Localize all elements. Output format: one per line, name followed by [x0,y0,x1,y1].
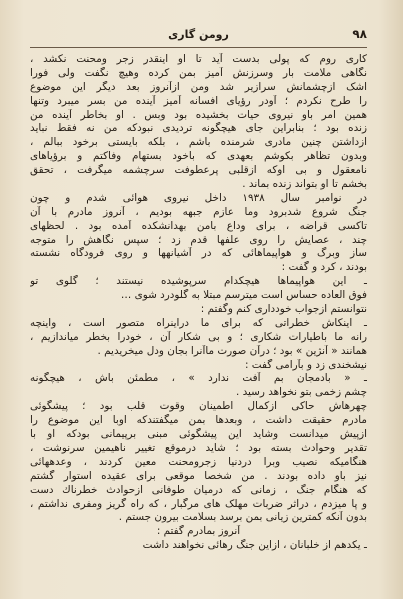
text-line: و پا میزدم ، دراثر ضربات مهلک های مرگبار ، که راه گریز ومفری نداشتم ، [30,497,367,510]
text-line: چند ، عصایش را روی علفها قدم زد ؛ سپس نگاهش را متوجه [30,233,367,246]
text-line: بخشم تا او بتواند زنده بماند . [242,178,367,191]
text-line: ساز وبرگ و هواپیماهائی که در آشیانهها و روی فرودگاه نشسته [30,247,367,260]
text-line: جنگ شروع شدبرود وما عازم جبهه بودیم ، آنروز مادرم با آن [30,205,367,218]
text-line: همین امر باو نیروی حیات بخشیده بود وبس . او بخاطر آینده من [30,108,367,121]
text-line: ازپیش میدانست وشاید این پیشگوئی مبنی برپیمانی بودکه او با [30,428,367,441]
text-line: ـ اینکاش خطراتی که برای ما دراینراه متصور است ، واینچه [30,316,367,329]
text-line: نیز باو داده بودند . من شخصا موقعی برای عقیده استوار گشتم [30,469,367,482]
text-line: همانند « آنژین » بود ؛ درآن صورت ماآنرا بجان ودل میخریدیم . [97,344,367,357]
text-line: رانه ما باطیارات شکاری ؛ و بی شکار آن ، خودرا بخطر میاندازیم ، [30,330,367,343]
running-title: رومن گاری [168,28,229,41]
text-line: نامعقول و بی اوکه ازقلبی پرعطوفت سرچشمه میگرفت ، تحقق [30,164,367,177]
text-line: ـ یکدهم از خلبانان ، ازاین جنگ رهائی نخواهند داشت [142,539,367,552]
text-line: وبدون تظاهر بکوشم بعهدی که باخود بستهام وفاکتم و برؤیاهای [30,150,367,163]
text-line: چهرهاش حاکی ازکمال اطمینان وقوت قلب بود ؛ پیشگوئی [30,400,367,413]
text-line: نتوانستم ازجواب خودداری کنم وگفتم : [200,303,367,316]
text-line: چشم زخمی بتو نخواهد رسید . [235,386,367,399]
text-line: در نوامبر سال ۱۹۳۸ داخل نیروی هوائی شدم و چون [30,191,367,204]
text-line: بدون آنکه کمترین زیانی بمن برسد بسلامت بیرون جستم . [118,511,367,524]
text-line: فوق العاده حساس است میترسم مبتلا به گلودرد شوی … [120,289,367,302]
text-line: ـ « بادمجان بم آفت ندارد » ، مطمئن باش ، هیچگونه [30,372,367,385]
page-header [30,27,367,45]
text-line: کاری روم که پولی بدست آید تا او اینقدر زجر ومحنت نکشد ، [30,53,367,65]
text-line: بودند ، کرد و گفت : [281,261,367,274]
text-line: تاکسی قراضه ، برای وداع بامن بهدانشکده آمده بود . لحظهای [30,219,367,232]
text-line: ازداشتن چنین مادری شرمنده باشم ، بلکه بایستی برخود ببالم ، [30,136,367,149]
text-line: هنگامیکه نصیب وبرا دردنیا زجرومحنت معین کردند ، وعدههائی [30,455,367,468]
text-line: زنده بود ؛ بنابراین جای هیچگونه تردیدی نبودکه من نه فقط نباید [30,122,367,135]
text-line: نیشخندی زد و بآرامی گفت : [245,358,367,371]
text-line: نگاهی ملامت بار وسرزنش آمیز بمن کرده وهیچ نگفت ولی فورا [30,66,367,79]
body-text [30,53,367,553]
text-line: تقدیر وحوادث بسته بود ؛ شاید درموقع تغییر ناهیمین سرنوشت ، [30,441,367,454]
text-line: ـ این هواپیماها هیچکدام سرپوشیده نیستند ؛ گلوی تو [30,275,367,288]
header-rule [30,47,367,48]
text-line: که هنگام جنگ ، زمانی که درمیان طوفانی ازحوادث خطرناك دست [30,483,367,496]
text-line: آنروز بمادرم گفتم : [156,525,241,538]
text-line: اشک ازچشمانش سرازیر شد ومن ازآنروز بعد دیگر این موضوع [30,80,367,93]
text-line: مادرم حقیقت داشت ، وبعدها بمن میگفتندکه اوبا این موضوع را [30,414,367,427]
text-line: را طرح نکردم ؛ آودر رؤیای افسانه آمیز آینده من بسر میبرد وتنها [30,94,367,107]
page-number: ۹۸ [352,27,367,41]
